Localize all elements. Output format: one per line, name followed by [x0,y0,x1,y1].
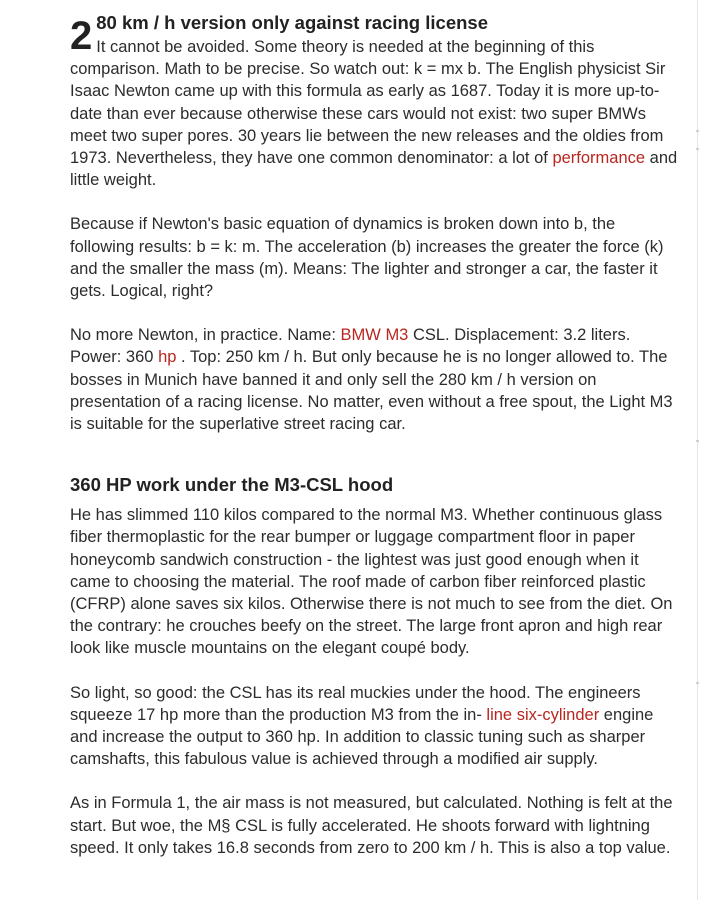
bmw-m3-link[interactable]: BMW M3 [340,326,409,345]
intro-paragraph-2: Because if Newton's basic equation of dynamics is broken down into b, the following results: b = k: m. The acceleration (b) increases the greater the force (k) and the smaller the mass (m). Means: The lighter and stronger a car, the faster it gets. Logical, right? [70,215,664,301]
section-paragraph-1: He has slimmed 110 kilos compared to the normal M3. Whether continuous glass fiber thermoplastic for the rear bumper or luggage compartment floor in paper honeycomb sandwich construction - the lightest was just good enough when it came to choosing the material. The roof made of carbon fiber reinforced plastic (CFRP) alone saves six kilos. Otherwise there is not much to see from the diet. On the contrary: he crouches beefy on the street. The large front apron and high rear look like muscle mountains on the elegant coupé body. [70,506,673,658]
text-run: No more Newton, in practice. Name: [70,326,341,345]
text-run: . Top: 250 km / h. But only because he is no longer allowed to. The bosses in Munich have banned it and only sell the 280 km / h version on presentation of a racing license. No matter, even without a free spout, the Light M3 is suitable for the superlative street racing car. [70,348,673,434]
hp-link[interactable]: hp [158,348,177,367]
article-body [70,8,682,881]
edge-tick [696,148,699,150]
text-run: CSL. Displacement: 3.2 liters. Power: 360 [70,326,631,367]
section-paragraph-3: As in Formula 1, the air mass is not measured, but calculated. Nothing is felt at the start. But woe, the M§ CSL is fully accelerated. He shoots forward with lightning speed. It only takes 16.8 seconds from zero to 200 km / h. This is also a top value. [70,794,673,857]
text-run: and little weight. [70,149,678,190]
text-run: So light, so good: the CSL has its real muckies under the hood. The engineers squeeze 17 hp more than the production M3 from the in- [70,683,641,724]
edge-tick [696,130,699,132]
section-paragraph-2 [70,682,682,771]
intro-heading: 80 km / h version only against racing license [96,12,488,33]
dropcap: 2 [70,14,93,58]
text-run: engine and increase the output to 360 hp. In addition to classic tuning such as sharper camshafts, this fabulous value is achieved through a modified air supply. [70,705,654,769]
page-edge-rule [697,0,698,900]
section-heading: 360 HP work under the M3-CSL hood [70,474,394,496]
article-intro [70,10,682,191]
performance-link[interactable]: performance [552,149,646,168]
edge-tick [696,440,699,442]
text-run: It cannot be avoided. Some theory is needed at the beginning of this comparison. Math to be precise. So watch out: k = mx b. The English physicist Sir Isaac Newton came up with this formula as early as 1687. Today it is more up-to-date than ever because otherwise these cars would not exist: two super BMWs meet two super pores. 30 years lie between the new releases and the oldies from 1973. Nevertheless, they have one common denominator: a lot of [70,38,666,168]
six-cylinder-link[interactable]: line six-cylinder [486,705,600,724]
intro-paragraph-1 [70,36,682,191]
intro-paragraph-3 [70,324,682,435]
edge-tick [696,682,699,684]
